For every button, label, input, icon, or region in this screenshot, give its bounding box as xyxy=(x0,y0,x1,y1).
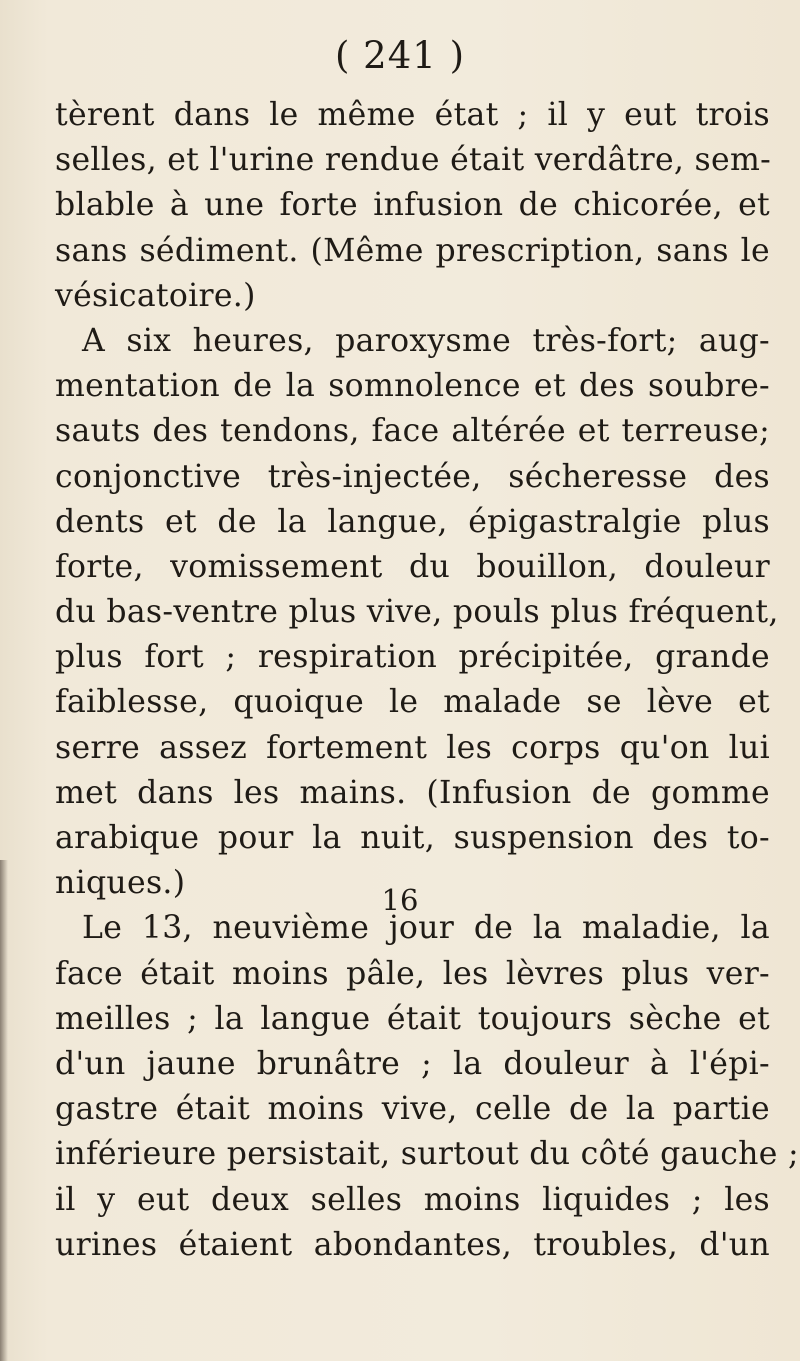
text-line: met dans les mains. (Infusion de gomme xyxy=(55,774,770,811)
text-line: meilles ; la langue était toujours sèche et xyxy=(55,1000,770,1037)
text-line: faiblesse, quoique le malade se lève et xyxy=(55,684,770,721)
text-line: serre assez fortement les corps qu'on lui xyxy=(55,729,770,766)
text-line: d'un jaune brunâtre ; la douleur à l'épi- xyxy=(55,1045,770,1082)
text-line: urines étaient abondantes, troubles, d'un xyxy=(55,1226,770,1263)
text-line: sauts des tendons, face altérée et terreuse; xyxy=(55,413,770,450)
text-line: arabique pour la nuit, suspension des to- xyxy=(55,820,770,856)
text-line: conjonctive très-injectée, sécheresse des xyxy=(55,458,770,495)
text-line: tèrent dans le même état ; il y eut trois xyxy=(55,97,770,133)
text-line: blable à une forte infusion de chicorée, et xyxy=(55,187,770,224)
body-text xyxy=(55,93,799,1268)
text-line: gastre était moins vive, celle de la partie xyxy=(55,1091,770,1128)
text-line: A six heures, paroxysme très-fort; aug- xyxy=(82,322,770,359)
signature-mark: 16 xyxy=(381,883,419,917)
text-line: inférieure persistait, surtout du côté gauche ; xyxy=(55,1136,799,1173)
text-line: forte, vomissement du bouillon, douleur xyxy=(55,548,770,585)
text-line: il y eut deux selles moins liquides ; les xyxy=(55,1181,770,1218)
text-line: mentation de la somnolence et des soubre- xyxy=(55,368,770,405)
text-line: selles, et l'urine rendue était verdâtre, sem- xyxy=(55,142,772,179)
text-line: dents et de la langue, épigastralgie plus xyxy=(55,503,770,540)
text-line: niques.) xyxy=(55,865,186,902)
text-line: Le 13, neuvième jour de la maladie, la xyxy=(82,910,770,947)
text-line: du bas-ventre plus vive, pouls plus fréquent, xyxy=(55,594,779,631)
text-line: sans sédiment. (Même prescription, sans le xyxy=(55,232,770,269)
page-gutter-shadow xyxy=(0,860,8,1361)
text-line: plus fort ; respiration précipitée, grande xyxy=(55,639,770,676)
page-number-header: ( 241 ) xyxy=(334,34,465,77)
text-line: face était moins pâle, les lèvres plus ver- xyxy=(55,955,770,992)
text-line: vésicatoire.) xyxy=(55,277,256,314)
